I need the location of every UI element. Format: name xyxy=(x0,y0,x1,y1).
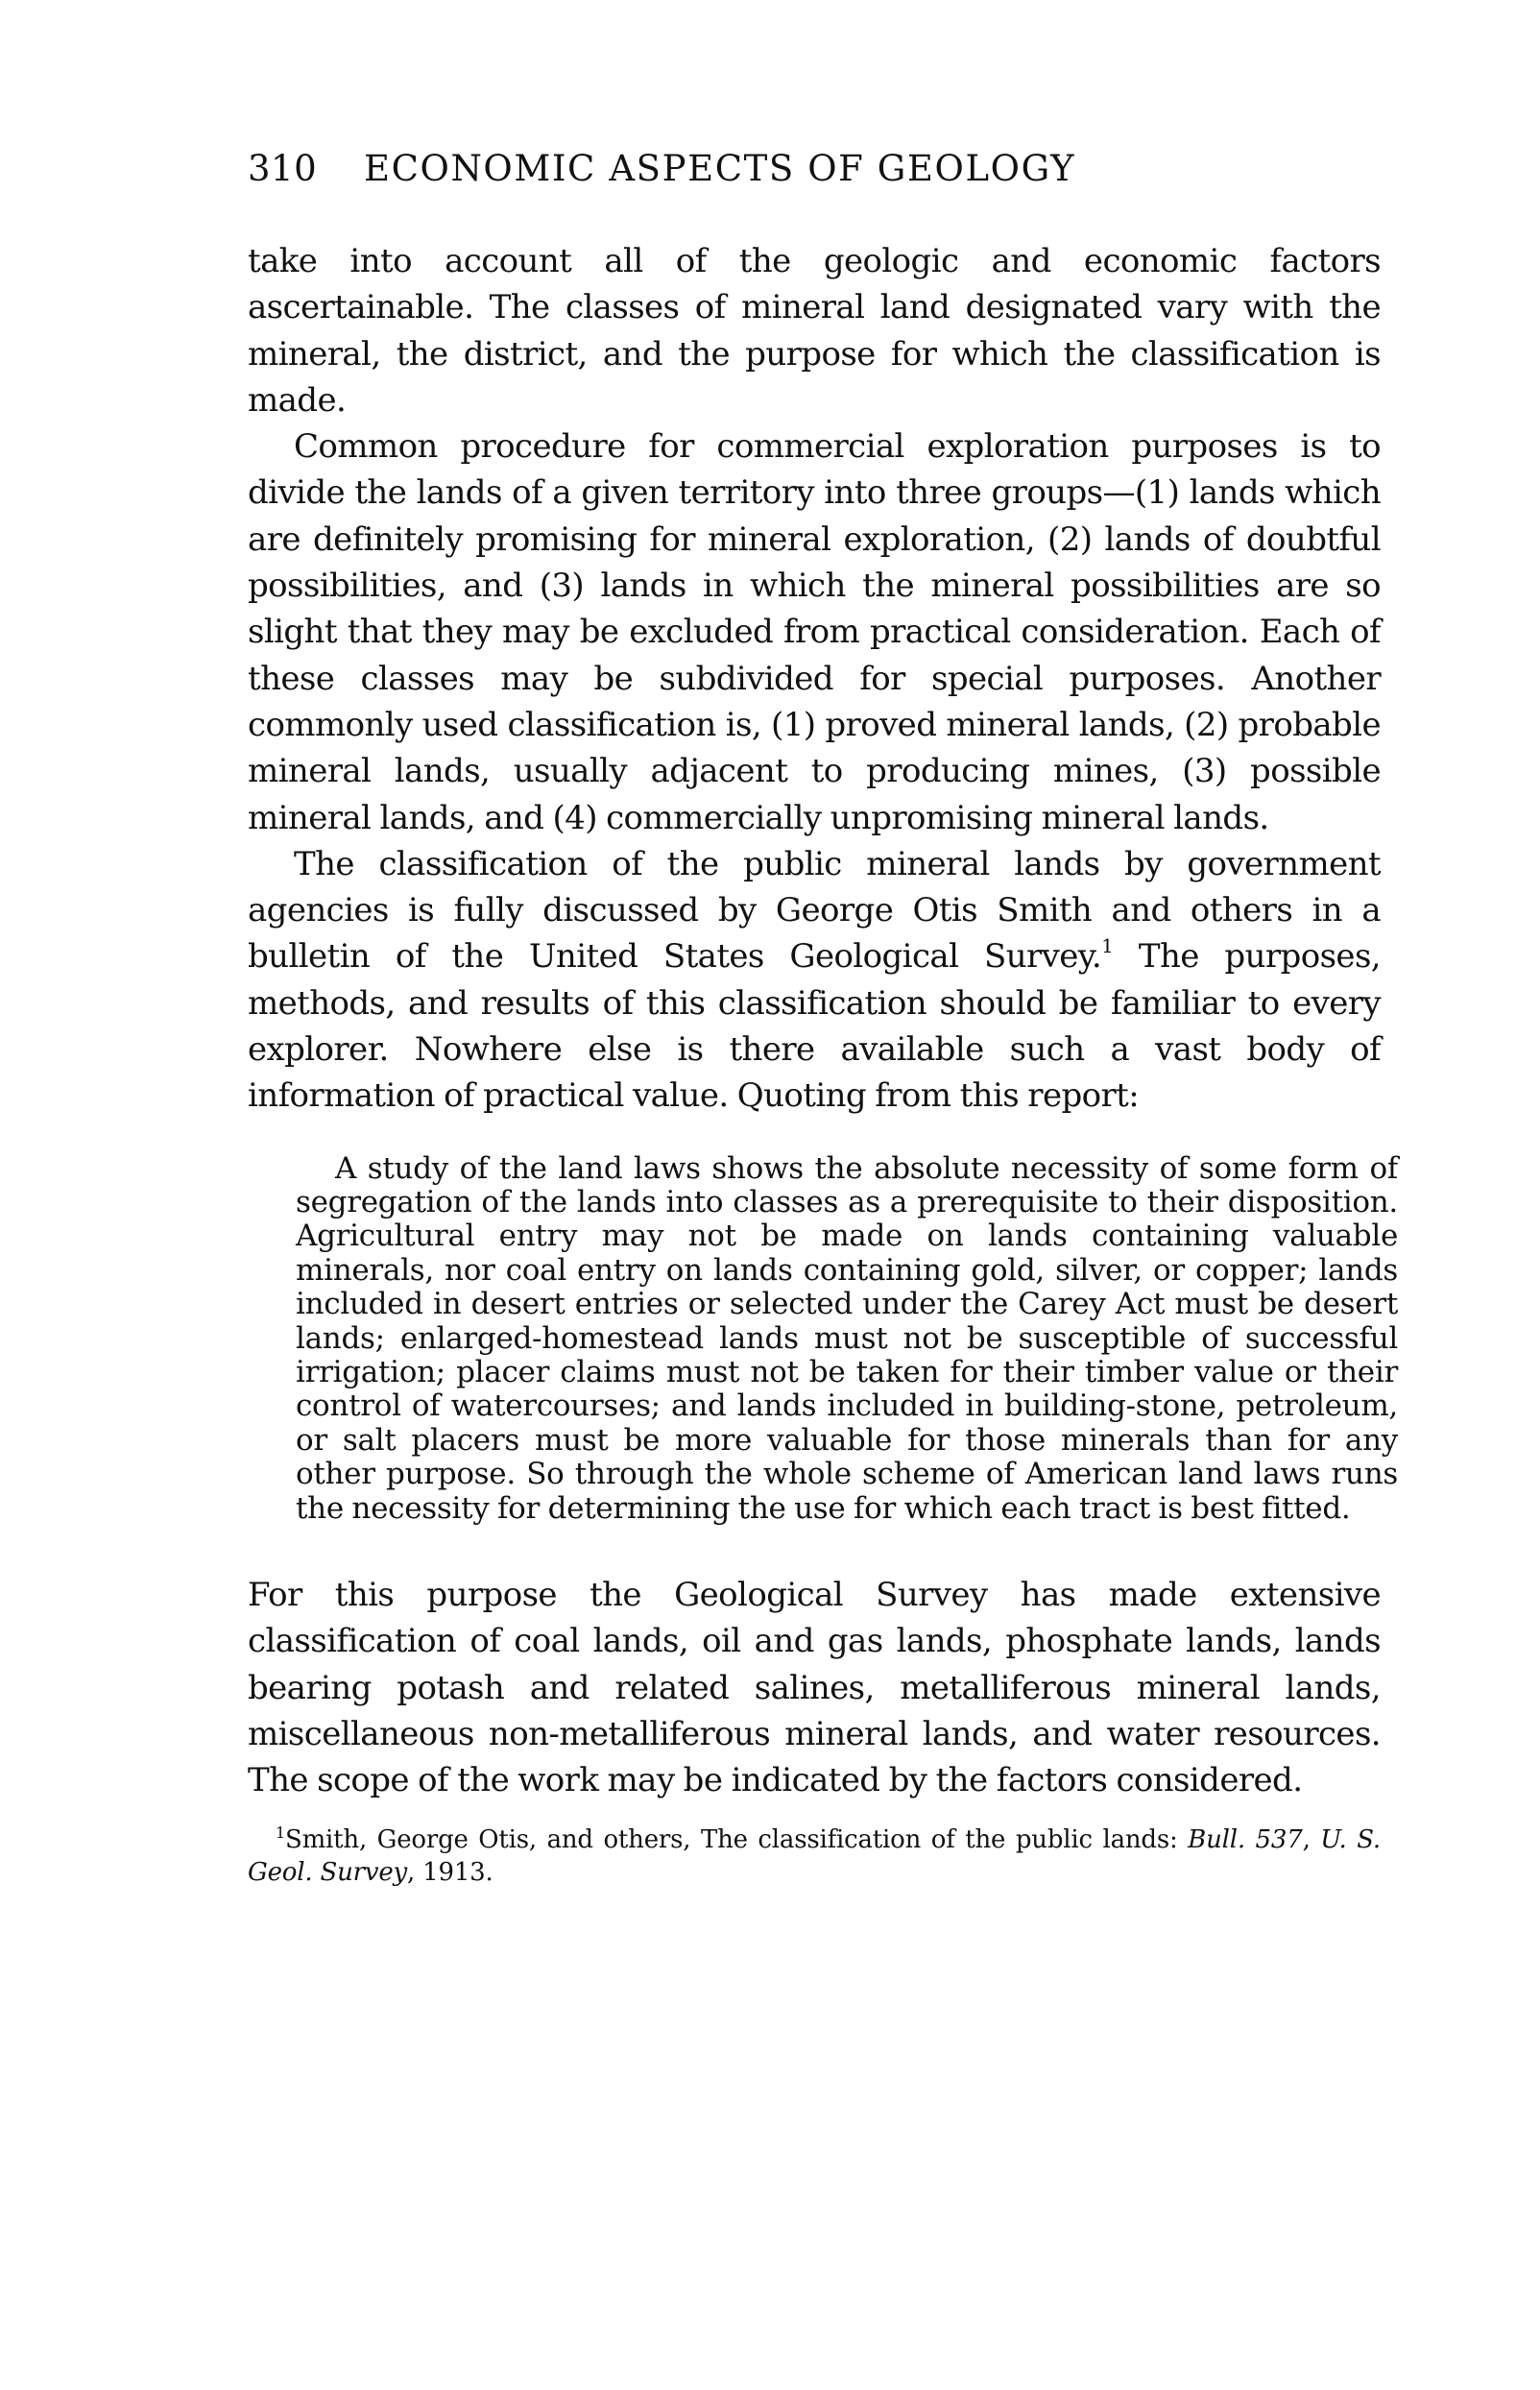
footnote-year: , 1913. xyxy=(407,1857,493,1887)
footnote-reference[interactable]: 1 xyxy=(1101,934,1114,958)
footnote-separator: , xyxy=(1302,1824,1321,1854)
body-text xyxy=(248,238,1381,1120)
running-title: ECONOMIC ASPECTS OF GEOLOGY xyxy=(364,148,1076,189)
running-head xyxy=(248,144,1381,202)
paragraph-classification-groups: Common procedure for commercial exploration purposes is to divide the lands of a given territory into three groups—(1) lands which are definitely promising for mineral exploration, (2) lands of doubtful possibilities, and (3) lands in which the mineral possibilities are so slight that they may be excluded from practical consideration. Each of these classes may be subdivided for special purposes. Another commonly used classification is, (1) proved mineral lands, (2) probable mineral lands, usually adjacent to producing mines, (3) possible mineral lands, and (4) commercially unpromising mineral lands. xyxy=(248,427,1381,837)
footnote-bulletin: Bull. 537 xyxy=(1188,1824,1303,1854)
paragraph-public-lands xyxy=(248,841,1381,1120)
footnote-mark: 1 xyxy=(276,1823,285,1842)
footnote xyxy=(248,1823,1381,1889)
page-number: 310 xyxy=(248,148,318,189)
footnote-publisher: U. S. Geol. Survey xyxy=(248,1824,1381,1887)
paragraph-public-lands-text-cont: The purposes, methods, and results of this classification should be familiar to every explorer. Nowhere else is there available such a vast body of information of practical value. Quoting from this report: xyxy=(248,937,1382,1116)
block-quote xyxy=(296,1152,1398,1526)
paragraph-survey-classification: For this purpose the Geological Survey has made extensive classification of coal lands, oil and gas lands, phosphate lands, lands bearing potash and related salines, metalliferous mineral lands, miscellaneous non-metalliferous mineral lands, and water resources. The scope of the work may be indicated by the factors considered. xyxy=(248,1576,1381,1800)
book-page xyxy=(248,144,1398,1889)
footnote-text xyxy=(248,1823,1381,1889)
body-text-after-quote xyxy=(248,1572,1381,1803)
footnote-body: Smith, George Otis, and others, The classification of the public lands: xyxy=(284,1824,1189,1854)
block-quote-text: A study of the land laws shows the absolute necessity of some form of segregation of the lands into classes as a prerequisite to their disposition. Agricultural entry may not be made on lands containing valuable minerals, nor coal entry on lands containing gold, silver, or copper; lands included in desert entries or selected under the Carey Act must be desert lands; enlarged-homestead lands must not be susceptible of successful irrigation; placer claims must not be taken for their timber value or their control of watercourses; and lands included in building-stone, petroleum, or salt placers must be more valuable for those minerals than for any other purpose. So through the whole scheme of American land laws runs the necessity for determining the use for which each tract is best fitted. xyxy=(296,1150,1398,1526)
paragraph-continued: take into account all of the geologic and economic factors ascertainable. The classes of mineral land designated vary with the mineral, the district, and the purpose for which the classification is made. xyxy=(248,242,1381,420)
paragraph-public-lands-text: The classification of the public mineral lands by government agencies is fully discussed by George Otis Smith and others in a bulletin of the United States Geological Survey. xyxy=(248,844,1381,977)
